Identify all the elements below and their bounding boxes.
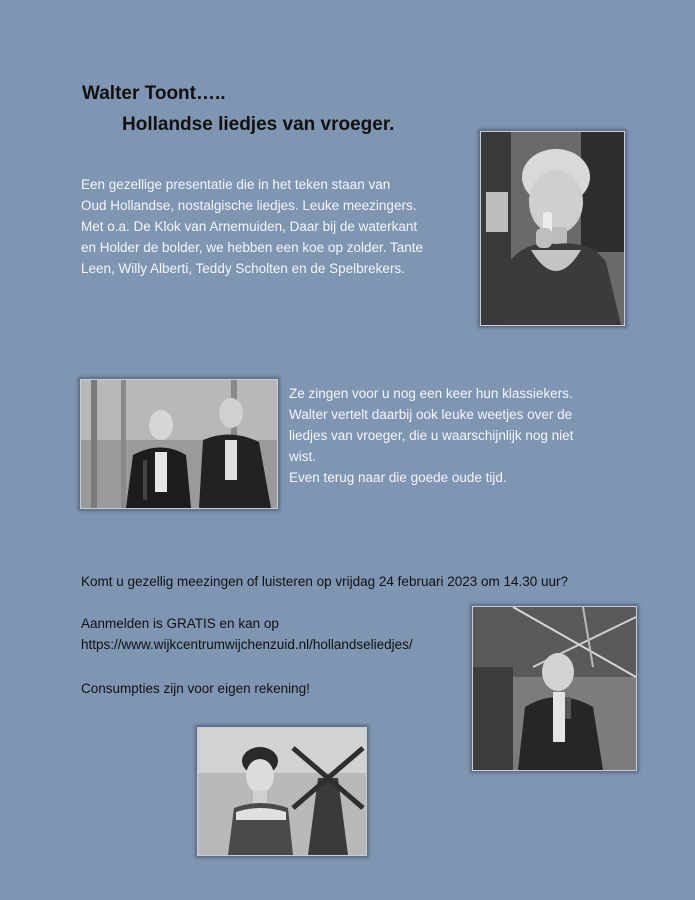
- intro-line: en Holder de bolder, we hebben een koe op zolder. Tante: [81, 240, 424, 255]
- intro-line: Leen, Willy Alberti, Teddy Scholten en de Spelbrekers.: [81, 261, 405, 276]
- second-line: Even terug naar die goede oude tijd.: [289, 470, 507, 485]
- second-line: Ze zingen voor u nog een keer hun klassiekers.: [289, 386, 573, 401]
- page-title: Walter Toont…..: [82, 83, 226, 104]
- signup-url[interactable]: https://www.wijkcentrumwijchenzuid.nl/hollandseliedjes/: [81, 637, 413, 652]
- second-line: wist.: [289, 449, 316, 464]
- intro-paragraph: [81, 174, 423, 279]
- intro-line: Oud Hollandse, nostalgische liedjes. Leuke meezingers.: [81, 198, 417, 213]
- second-paragraph: [289, 383, 573, 488]
- page-subtitle: Hollandse liedjes van vroeger.: [122, 114, 395, 135]
- intro-line: Met o.a. De Klok van Arnemuiden, Daar bij de waterkant: [81, 219, 418, 234]
- second-line: liedjes van vroeger, die u waarschijnlijk nog niet: [289, 428, 574, 443]
- photo-male-singer: [472, 606, 637, 771]
- intro-line: Een gezellige presentatie die in het teken staan van: [81, 177, 391, 192]
- photo-windmill-singer: [197, 727, 367, 856]
- photo-duo-singers: [80, 379, 278, 509]
- signup-text: Aanmelden is GRATIS en kan op: [81, 616, 279, 631]
- invite-text: Komt u gezellig meezingen of luisteren op vrijdag 24 februari 2023 om 14.30 uur?: [81, 574, 569, 589]
- photo-female-singer: [480, 131, 625, 326]
- second-line: Walter vertelt daarbij ook leuke weetjes over de: [289, 407, 573, 422]
- consumptions-note: Consumpties zijn voor eigen rekening!: [81, 681, 310, 696]
